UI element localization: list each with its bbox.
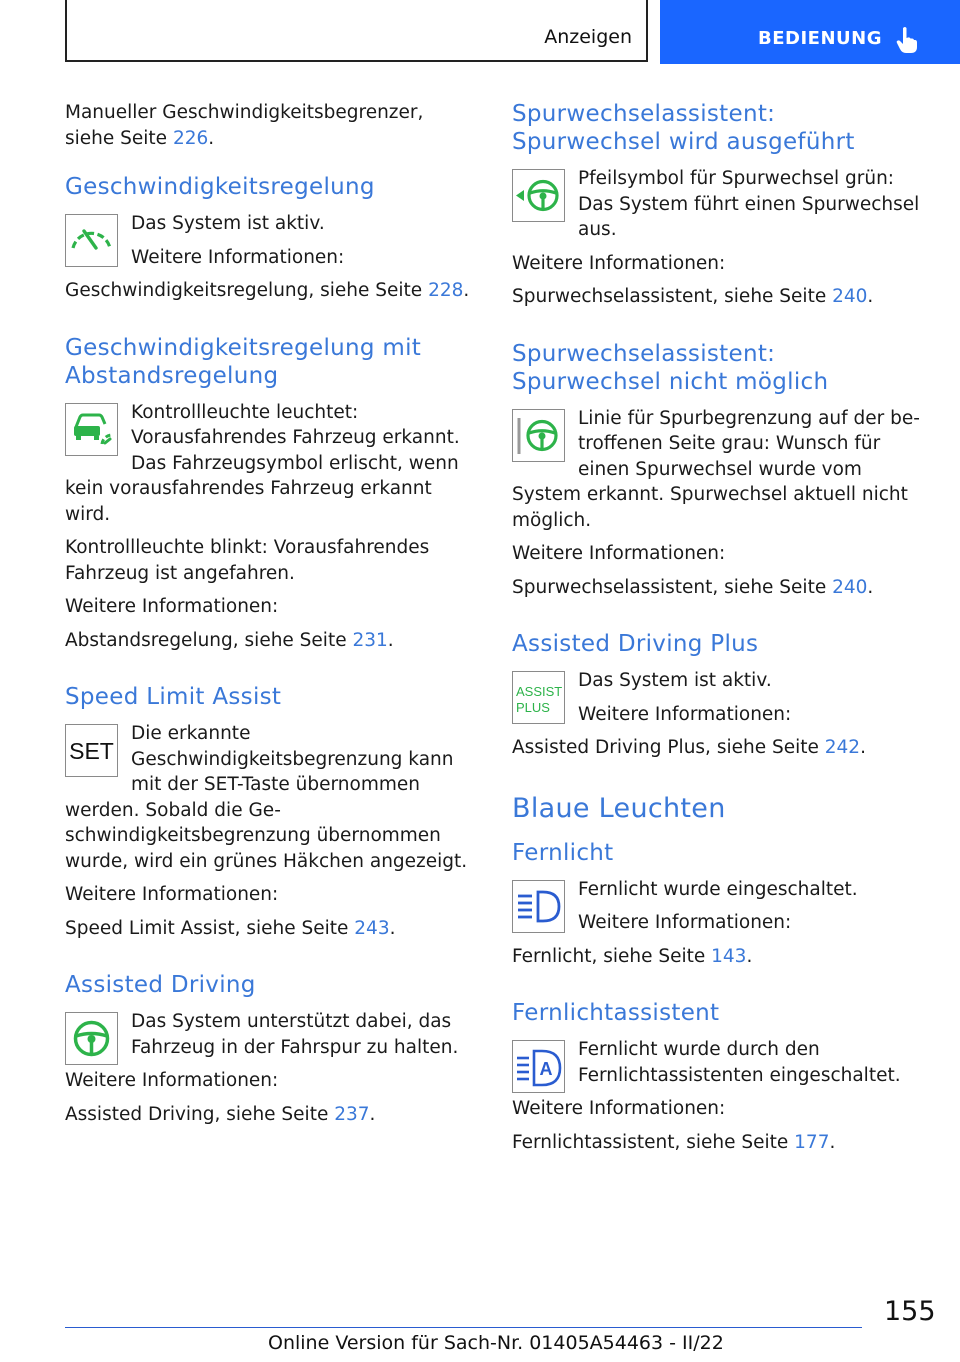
section-assisted-driving-plus: [512, 630, 924, 769]
section-title: Assisted Driving: [65, 972, 256, 998]
page-link-237[interactable]: 237: [334, 1103, 370, 1125]
footer-online-version: Online Version für Sach-Nr. 01405A54463 - II/22: [268, 1332, 724, 1354]
high-beam-assistant-icon: [512, 1040, 565, 1093]
page-link-240[interactable]: 240: [832, 576, 868, 598]
chapter-title: Blaue Leuchten: [512, 792, 726, 824]
page-link-143[interactable]: 143: [711, 945, 747, 967]
header-section-tab: [65, 0, 648, 62]
page-link-226[interactable]: 226: [172, 127, 209, 149]
distance-control-icon: [65, 403, 118, 456]
footer-divider: [65, 1327, 862, 1328]
paragraph: Weitere Informationen:: [131, 246, 345, 268]
paragraph: Weitere Informationen:: [578, 703, 792, 725]
section-title: Assisted Driving Plus: [512, 631, 759, 657]
header-chapter-label: BEDIENUNG: [758, 28, 882, 49]
paragraph: Geschwindigkeitsregelung, siehe Seite 228.: [65, 280, 470, 301]
paragraph: Linie für Spurbegrenzung auf der betroffenen Seite grau: Wunsch für einen Spurwechsel wurde vom System erkannt. Spurwechsel aktuell nicht möglich.: [512, 407, 920, 531]
lane-boundary-icon: [512, 409, 565, 462]
assist-icon-line2: PLUS: [516, 700, 550, 715]
header-section-label: Anzeigen: [544, 26, 632, 48]
paragraph: Abstandsregelung, siehe Seite 231.: [65, 629, 394, 651]
paragraph: Weitere Informationen:: [65, 884, 279, 905]
section-geschwindigkeitsregelung: [65, 173, 477, 312]
page-link-242[interactable]: 242: [824, 737, 861, 758]
section-title: Fernlicht: [512, 839, 614, 866]
paragraph: Pfeilsymbol für Spurwechsel grün: Das System führt einen Spurwechsel aus.: [578, 168, 920, 240]
page-link-177[interactable]: 177: [794, 1131, 830, 1153]
paragraph: Assisted Driving Plus, siehe Seite 242.: [512, 737, 866, 758]
paragraph: Die erkannte Geschwindigkeitsbegrenzung kann mit der SET-Taste übernommen werden. Sobald die Geschwindigkeitsbegrenzung übernommen wurde, wird ein grünes Häkchen angezeigt.: [65, 723, 468, 872]
intro-paragraph: Manueller Geschwindigkeitsbegrenzer, siehe Seite 226.: [65, 102, 424, 149]
cruise-control-icon: [65, 214, 118, 267]
set-icon-text: SET: [69, 738, 114, 764]
section-fernlicht: [512, 839, 924, 978]
paragraph: Weitere Informationen:: [512, 252, 726, 274]
pointing-hand-icon: [896, 26, 918, 54]
header-chapter-tab: [660, 0, 960, 64]
paragraph: Fernlicht wurde eingeschaltet.: [578, 878, 858, 900]
page-link-240[interactable]: 240: [832, 286, 868, 307]
set-icon: [65, 724, 118, 777]
section-title: Geschwindigkeitsregelung: [65, 174, 375, 200]
paragraph: Spurwechselassistent, siehe Seite 240.: [512, 286, 874, 307]
steering-wheel-icon: [65, 1012, 118, 1065]
assistant-icon-letter: A: [539, 1059, 553, 1079]
section-fernlichtassistent: [512, 999, 924, 1163]
section-abstandsregelung: [65, 334, 477, 662]
paragraph: Das System ist aktiv.: [578, 670, 772, 691]
paragraph: Assisted Driving, siehe Seite 237.: [65, 1103, 376, 1125]
left-column: [65, 100, 477, 1135]
paragraph: Speed Limit Assist, siehe Seite 243.: [65, 917, 396, 939]
section-title: Spurwechselassistent: Spurwechsel wird ausgeführt: [512, 101, 855, 155]
section-title: Geschwindigkeitsregelung mit Abstandsregelung: [65, 334, 422, 389]
paragraph: Weitere Informationen:: [512, 543, 726, 564]
paragraph: Weitere Informationen:: [512, 1098, 726, 1119]
paragraph: Weitere Informationen:: [65, 1070, 279, 1091]
section-title: Fernlichtassistent: [512, 1000, 720, 1026]
high-beam-icon: [512, 880, 565, 933]
section-title: Spurwechselassistent: Spurwechsel nicht möglich: [512, 340, 829, 395]
section-speed-limit-assist: [65, 683, 477, 949]
page-link-243[interactable]: 243: [354, 917, 390, 939]
lane-change-arrow-icon: [512, 169, 565, 222]
assist-plus-icon: [512, 671, 565, 724]
paragraph: Fernlicht wurde durch den Fernlichtassistenten eingeschaltet.: [578, 1039, 901, 1086]
paragraph: Spurwechselassistent, siehe Seite 240.: [512, 576, 874, 598]
section-spurwechsel-nicht-moeglich: [512, 340, 924, 609]
paragraph: Kontrollleuchte blinkt: Vorausfahrendes Fahrzeug ist angefahren.: [65, 537, 430, 584]
paragraph: Fernlichtassistent, siehe Seite 177.: [512, 1131, 836, 1153]
section-title: Speed Limit Assist: [65, 684, 282, 710]
paragraph: Fernlicht, siehe Seite 143.: [512, 945, 753, 967]
paragraph: Weitere Informationen:: [578, 912, 792, 933]
right-column: [512, 100, 924, 1163]
section-assisted-driving: [65, 971, 477, 1135]
paragraph: Kontrollleuchte leuchtet: Vorausfahrendes Fahrzeug erkannt. Das Fahrzeugsymbol erlischt, wenn kein vorausfahrendes Fahrzeug erkannt wird.: [65, 401, 460, 525]
assist-icon-line1: ASSIST: [516, 684, 563, 699]
paragraph: Das System unterstützt dabei, das Fahrzeug in der Fahrspur zu halten.: [131, 1011, 459, 1058]
page-number: 155: [884, 1296, 936, 1327]
paragraph: Weitere Informationen:: [65, 596, 279, 617]
page-link-228[interactable]: 228: [428, 280, 464, 301]
section-spurwechsel-ausgefuehrt: [512, 100, 924, 318]
page-link-231[interactable]: 231: [352, 629, 388, 651]
paragraph: Das System ist aktiv.: [131, 213, 325, 234]
